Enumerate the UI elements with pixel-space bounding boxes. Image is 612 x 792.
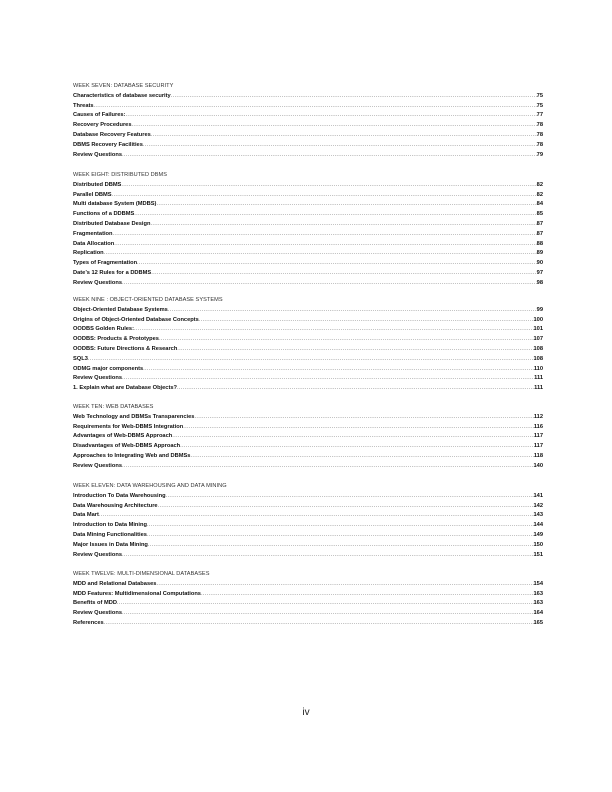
dot-leader <box>117 599 534 609</box>
toc-entry[interactable] <box>73 210 543 220</box>
dot-leader <box>122 462 534 472</box>
entry-page-number: 117 <box>533 443 543 450</box>
entry-page-number: 151 <box>533 551 543 558</box>
toc-entry[interactable] <box>73 325 543 335</box>
entry-page-number: 89 <box>536 250 543 257</box>
entry-title: Database Recovery Features <box>73 131 151 138</box>
toc-entry[interactable] <box>73 131 543 141</box>
toc-entry[interactable] <box>73 365 543 375</box>
entry-title: Functions of a DDBMS <box>73 211 135 218</box>
toc-entry[interactable] <box>73 335 543 345</box>
entry-page-number: 79 <box>536 151 543 158</box>
toc-entry[interactable] <box>73 240 543 250</box>
dot-leader <box>94 102 537 112</box>
toc-entry[interactable] <box>73 502 543 512</box>
entry-title: MDD Features: Multidimensional Computations <box>73 590 201 597</box>
dot-leader <box>121 181 536 191</box>
toc-entry[interactable] <box>73 511 543 521</box>
dot-leader <box>143 365 534 375</box>
dot-leader <box>134 210 536 220</box>
entry-page-number: 98 <box>536 279 543 286</box>
dot-leader <box>104 619 534 629</box>
toc-entry[interactable] <box>73 355 543 365</box>
entry-title: Advantages of Web-DBMS Approach <box>73 433 173 440</box>
dot-leader <box>156 580 533 590</box>
dot-leader <box>168 306 537 316</box>
entry-title: Review Questions <box>73 375 122 382</box>
entry-title: Object-Oriented Database Systems <box>73 306 168 313</box>
toc-entry[interactable] <box>73 462 543 472</box>
entry-title: Causes of Failures: <box>73 112 126 119</box>
toc-entry[interactable] <box>73 102 543 112</box>
toc-entry[interactable] <box>73 590 543 600</box>
entry-page-number: 90 <box>536 260 543 267</box>
toc-entry[interactable] <box>73 580 543 590</box>
dot-leader <box>172 432 534 442</box>
entry-title: Types of Fragmentation <box>73 260 138 267</box>
toc-entry[interactable] <box>73 452 543 462</box>
entry-page-number: 164 <box>533 610 543 617</box>
entry-title: References <box>73 619 104 626</box>
toc-entry[interactable] <box>73 141 543 151</box>
entry-page-number: 149 <box>533 531 543 538</box>
entry-page-number: 163 <box>533 600 543 607</box>
dot-leader <box>159 335 534 345</box>
entry-page-number: 117 <box>533 433 543 440</box>
toc-entry[interactable] <box>73 151 543 161</box>
dot-leader <box>134 325 534 335</box>
entry-title: Data Warehousing Architecture <box>73 502 158 509</box>
toc-section <box>73 171 543 289</box>
entry-page-number: 116 <box>533 423 543 430</box>
entry-page-number: 140 <box>533 462 543 469</box>
dot-leader <box>171 92 537 102</box>
entry-page-number: 84 <box>536 201 543 208</box>
entry-title: ODMG major components <box>73 365 144 372</box>
dot-leader <box>122 551 534 561</box>
entry-title: Data Allocation <box>73 240 115 247</box>
toc-entry[interactable] <box>73 345 543 355</box>
section-heading: WEEK TEN: WEB DATABASES <box>73 404 154 410</box>
entry-page-number: 85 <box>536 211 543 218</box>
entry-title: DBMS Recovery Facilities <box>73 141 143 148</box>
dot-leader <box>88 355 534 365</box>
toc-entry[interactable] <box>73 521 543 531</box>
entry-page-number: 150 <box>533 541 543 548</box>
entry-page-number: 75 <box>536 102 543 109</box>
page-number: iv <box>302 707 310 718</box>
toc-entry[interactable] <box>73 609 543 619</box>
dot-leader <box>143 141 537 151</box>
dot-leader <box>147 521 534 531</box>
dot-leader <box>177 345 533 355</box>
dot-leader <box>177 384 534 394</box>
entry-title: Review Questions <box>73 610 122 617</box>
toc-entry[interactable] <box>73 200 543 210</box>
section-heading: WEEK ELEVEN: DATA WAREHOUSING AND DATA MINING <box>73 483 227 489</box>
entry-page-number: 87 <box>536 230 543 237</box>
entry-title: 1. Explain what are Database Objects? <box>73 385 177 392</box>
entry-title: Review Questions <box>73 551 122 558</box>
dot-leader <box>148 541 534 551</box>
entry-page-number: 78 <box>536 141 543 148</box>
entry-title: Recovery Procedures <box>73 122 132 129</box>
dot-leader <box>104 249 537 259</box>
dot-leader <box>147 531 534 541</box>
toc-entry[interactable] <box>73 442 543 452</box>
entry-title: Multi database System (MDBS) <box>73 201 157 208</box>
entry-title: Characteristics of database security <box>73 92 171 99</box>
toc-entry[interactable] <box>73 374 543 384</box>
toc-entry[interactable] <box>73 492 543 502</box>
entry-page-number: 141 <box>533 492 543 499</box>
entry-page-number: 111 <box>534 385 543 392</box>
toc-section <box>73 82 543 160</box>
toc-entry[interactable] <box>73 121 543 131</box>
entry-title: Data Mart <box>73 512 99 519</box>
entry-page-number: 165 <box>533 619 543 626</box>
dot-leader <box>199 316 534 326</box>
entry-title: Introduction To Data Warehousing <box>73 492 166 499</box>
entry-page-number: 82 <box>536 181 543 188</box>
entry-title: Fragmentation <box>73 230 113 237</box>
entry-title: OODBS Golden Rules: <box>73 326 134 333</box>
toc-entry[interactable] <box>73 191 543 201</box>
entry-title: Distributed DBMS <box>73 181 122 188</box>
dot-leader <box>201 590 534 600</box>
entry-page-number: 154 <box>533 580 543 587</box>
entry-page-number: 87 <box>536 220 543 227</box>
dot-leader <box>166 492 534 502</box>
dot-leader <box>99 511 534 521</box>
toc-entry[interactable] <box>73 384 543 394</box>
entry-title: Review Questions <box>73 279 122 286</box>
entry-title: Review Questions <box>73 151 122 158</box>
toc-entry[interactable] <box>73 269 543 279</box>
entry-page-number: 101 <box>533 326 543 333</box>
entry-page-number: 112 <box>533 413 543 420</box>
dot-leader <box>137 259 537 269</box>
toc-entry[interactable] <box>73 316 543 326</box>
entry-title: OODBS: Products & Prototypes <box>73 336 159 343</box>
toc-entry[interactable] <box>73 259 543 269</box>
entry-page-number: 78 <box>536 131 543 138</box>
dot-leader <box>151 131 537 141</box>
toc-entry[interactable] <box>73 306 543 316</box>
dot-leader <box>113 230 537 240</box>
entry-page-number: 97 <box>536 269 543 276</box>
entry-title: Origins of Object-Oriented Database Concepts <box>73 316 199 323</box>
toc-entry[interactable] <box>73 230 543 240</box>
entry-title: SQL3 <box>73 355 88 362</box>
toc-entry[interactable] <box>73 599 543 609</box>
entry-page-number: 107 <box>533 336 543 343</box>
dot-leader <box>112 191 537 201</box>
entry-page-number: 75 <box>536 92 543 99</box>
entry-page-number: 143 <box>533 512 543 519</box>
entry-title: OODBS: Future Directions & Research <box>73 345 178 352</box>
entry-page-number: 99 <box>536 306 543 313</box>
entry-title: Introduction to Data Mining <box>73 522 147 529</box>
toc-section <box>73 570 543 629</box>
toc-section <box>73 403 543 472</box>
toc-entry[interactable] <box>73 279 543 289</box>
entry-title: Approaches to Integrating Web and DBMSs <box>73 452 191 459</box>
toc-entry[interactable] <box>73 181 543 191</box>
entry-title: Data Mining Functionalities <box>73 531 147 538</box>
entry-page-number: 108 <box>533 345 543 352</box>
entry-title: Benefits of MDD <box>73 600 117 607</box>
dot-leader <box>180 442 534 452</box>
toc-entry[interactable] <box>73 111 543 121</box>
entry-page-number: 108 <box>533 355 543 362</box>
entry-page-number: 78 <box>536 122 543 129</box>
entry-page-number: 88 <box>536 240 543 247</box>
dot-leader <box>183 423 534 433</box>
section-heading: WEEK SEVEN: DATABASE SECURITY <box>73 83 174 89</box>
toc-entry[interactable] <box>73 92 543 102</box>
dot-leader <box>158 502 534 512</box>
dot-leader <box>194 413 533 423</box>
dot-leader <box>122 609 534 619</box>
toc-entry[interactable] <box>73 619 543 629</box>
entry-page-number: 100 <box>533 316 543 323</box>
entry-title: Distributed Database Design <box>73 220 151 227</box>
toc-section <box>73 296 543 394</box>
entry-title: Threats <box>73 102 94 109</box>
entry-title: MDD and Relational Databases <box>73 580 157 587</box>
toc-entry[interactable] <box>73 551 543 561</box>
dot-leader <box>190 452 533 462</box>
section-heading: WEEK TWELVE: MULTI-DIMENSIONAL DATABASES <box>73 571 210 577</box>
entry-title: Disadvantages of Web-DBMS Approach <box>73 443 181 450</box>
section-heading: WEEK NINE : OBJECT-ORIENTED DATABASE SYSTEMS <box>73 297 223 303</box>
entry-page-number: 82 <box>536 191 543 198</box>
entry-title: Parallel DBMS <box>73 191 112 198</box>
toc-entry[interactable] <box>73 220 543 230</box>
entry-page-number: 118 <box>533 452 543 459</box>
entry-title: Review Questions <box>73 462 122 469</box>
dot-leader <box>125 111 536 121</box>
dot-leader <box>122 279 537 289</box>
entry-page-number: 77 <box>536 112 543 119</box>
toc-entry[interactable] <box>73 541 543 551</box>
entry-title: Replication <box>73 250 104 257</box>
dot-leader <box>122 374 534 384</box>
dot-leader <box>114 240 536 250</box>
entry-page-number: 110 <box>533 365 543 372</box>
entry-page-number: 163 <box>533 590 543 597</box>
entry-page-number: 111 <box>534 375 543 382</box>
entry-title: Web Technology and DBMSs Transparencies <box>73 413 195 420</box>
dot-leader <box>151 269 536 279</box>
toc-section <box>73 482 543 560</box>
dot-leader <box>132 121 537 131</box>
toc-entry[interactable] <box>73 249 543 259</box>
toc-entry[interactable] <box>73 531 543 541</box>
entry-page-number: 144 <box>533 522 543 529</box>
dot-leader <box>150 220 536 230</box>
toc-entry[interactable] <box>73 423 543 433</box>
entry-title: Major Issues in Data Mining <box>73 541 148 548</box>
section-heading: WEEK EIGHT: DISTRIBUTED DBMS <box>73 172 168 178</box>
entry-title: Requirements for Web-DBMS Integration <box>73 423 184 430</box>
entry-title: Date’s 12 Rules for a DDBMS <box>73 269 152 276</box>
toc-entry[interactable] <box>73 413 543 423</box>
dot-leader <box>156 200 536 210</box>
dot-leader <box>122 151 537 161</box>
entry-page-number: 142 <box>533 502 543 509</box>
toc-entry[interactable] <box>73 432 543 442</box>
